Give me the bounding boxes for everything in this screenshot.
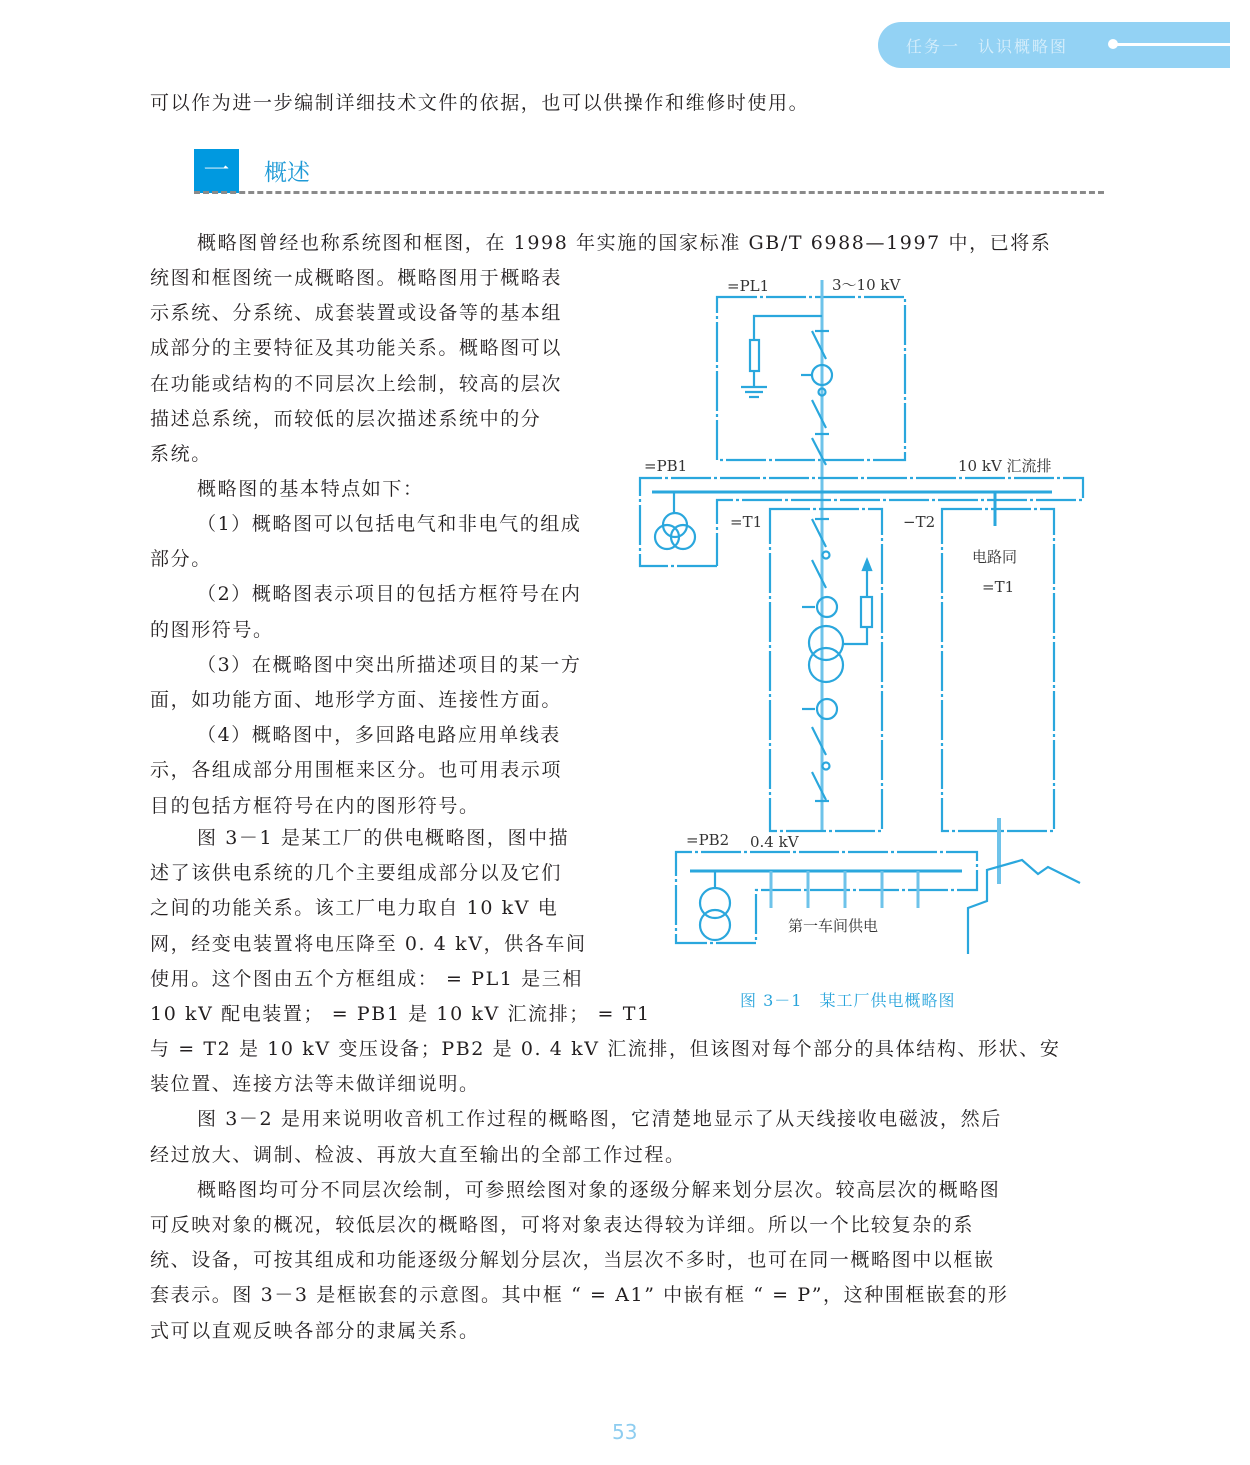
paragraph-line: 示系统、分系统、成套装置或设备等的基本组 [150, 302, 563, 325]
label-incoming-voltage: 3～10 kV [832, 276, 901, 294]
paragraph-line: 统、设备，可按其组成和功能逐级分解划分层次，当层次不多时，也可在同一概略图中以框嵌 [150, 1249, 995, 1272]
section-divider [194, 191, 1104, 194]
label-workshop: 第一车间供电 [788, 917, 879, 935]
chapter-header-tab [878, 22, 1230, 68]
paragraph-line: 述了该供电系统的几个主要组成部分以及它们 [150, 862, 563, 885]
label-t2: −T2 [903, 513, 936, 531]
paragraph-line: 10 kV 配电装置； = PB1 是 10 kV 汇流排； = T1 [150, 1003, 651, 1025]
label-pl1: =PL1 [727, 277, 770, 295]
t1-frame [770, 509, 882, 831]
paragraph-line: 之间的功能关系。该工厂电力取自 10 kV 电 [150, 897, 559, 920]
paragraph-line: 套表示。图 3－3 是框嵌套的示意图。其中框 “ = A1” 中嵌有框 “ = P”，这种围框嵌套的形 [150, 1284, 1009, 1307]
paragraph-line: 在功能或结构的不同层次上绘制，较高的层次 [150, 372, 563, 395]
section-number-badge: 一 [194, 149, 239, 193]
paragraph-line: 经过放大、调制、检波、再放大直至输出的全部工作过程。 [150, 1143, 686, 1166]
paragraph-line: （3）在概略图中突出所描述项目的某一方 [197, 653, 582, 676]
label-pb1: =PB1 [644, 457, 688, 475]
label-busbar-04kv: 0.4 kV [750, 833, 799, 851]
paragraph-line: 使用。这个图由五个方框组成： = PL1 是三相 [150, 967, 583, 990]
pl1-frame [717, 297, 905, 460]
paragraph-line: 统图和框图统一成概略图。概略图用于概略表 [150, 267, 563, 289]
paragraph-line: 系统。 [150, 443, 212, 465]
label-busbar-10kv: 10 kV 汇流排 [958, 457, 1052, 475]
paragraph-line: 概略图曾经也称系统图和框图，在 1998 年实施的国家标准 GB/T 6988—1997 中，已将系 [197, 232, 1052, 254]
power-supply-diagram [636, 270, 1100, 970]
paragraph-line: 图 3－2 是用来说明收音机工作过程的概略图，它清楚地显示了从天线接收电磁波，然后 [197, 1108, 1002, 1131]
paragraph-line: 图 3－1 是某工厂的供电概略图，图中描 [197, 827, 570, 849]
paragraph-line: （2）概略图表示项目的包括方框符号在内 [197, 583, 582, 606]
paragraph-line: 可反映对象的概况，较低层次的概略图，可将对象表达得较为详细。所以一个比较复杂的系 [150, 1214, 975, 1236]
break-line [968, 860, 1080, 954]
paragraph-line: 概略图的基本特点如下： [197, 478, 424, 500]
label-t1: =T1 [730, 513, 763, 531]
figure-caption: 图 3－1 某工厂供电概略图 [740, 991, 956, 1010]
paragraph-line: 概略图均可分不同层次绘制，可参照绘图对象的逐级分解来划分层次。较高层次的概略图 [197, 1178, 1001, 1201]
chapter-header-title: 任务一 认识概略图 [906, 37, 1069, 56]
section-title: 概述 [264, 160, 310, 186]
transformer-icon [809, 626, 843, 660]
paragraph-line: 的图形符号。 [150, 618, 274, 641]
fuse-icon [861, 597, 872, 627]
paragraph-line: 示，各组成部分用围框来区分。也可用表示项 [150, 759, 563, 782]
surge-arrester-icon [750, 340, 759, 371]
paragraph-line: 装位置、连接方法等未做详细说明。 [150, 1073, 480, 1096]
switch-icon [812, 331, 826, 359]
current-transformer-icon [817, 597, 837, 617]
label-same-as-line2: =T1 [982, 578, 1015, 596]
paragraph-line: 描述总系统，而较低的层次描述系统中的分 [150, 407, 542, 430]
page-number: 53 [612, 1420, 638, 1444]
paragraph-line: 部分。 [150, 548, 212, 571]
paragraph-line: 面，如功能方面、地形学方面、连接性方面。 [150, 689, 563, 711]
paragraph-line: 与 = T2 是 10 kV 变压设备；PB2 是 0. 4 kV 汇流排，但该图对每个部分的具体结构、形状、安 [150, 1038, 1061, 1060]
paragraph-line: 成部分的主要特征及其功能关系。概略图可以 [150, 337, 563, 360]
arrester-branch [754, 316, 822, 340]
paragraph-line: （1）概略图可以包括电气和非电气的组成 [197, 513, 582, 535]
intro-line: 可以作为进一步编制详细技术文件的依据，也可以供操作和维修时使用。 [150, 92, 810, 114]
paragraph-line: 网，经变电装置将电压降至 0. 4 kV，供各车间 [150, 932, 587, 955]
paragraph-line: 式可以直观反映各部分的隶属关系。 [150, 1319, 480, 1342]
paragraph-line: 目的包括方框符号在内的图形符号。 [150, 794, 480, 817]
header-line-decoration [1114, 43, 1230, 46]
label-same-as-line1: 电路同 [972, 548, 1018, 566]
switch-icon [812, 400, 826, 428]
label-pb2: =PB2 [686, 831, 730, 849]
paragraph-line: （4）概略图中，多回路电路应用单线表 [197, 724, 561, 747]
